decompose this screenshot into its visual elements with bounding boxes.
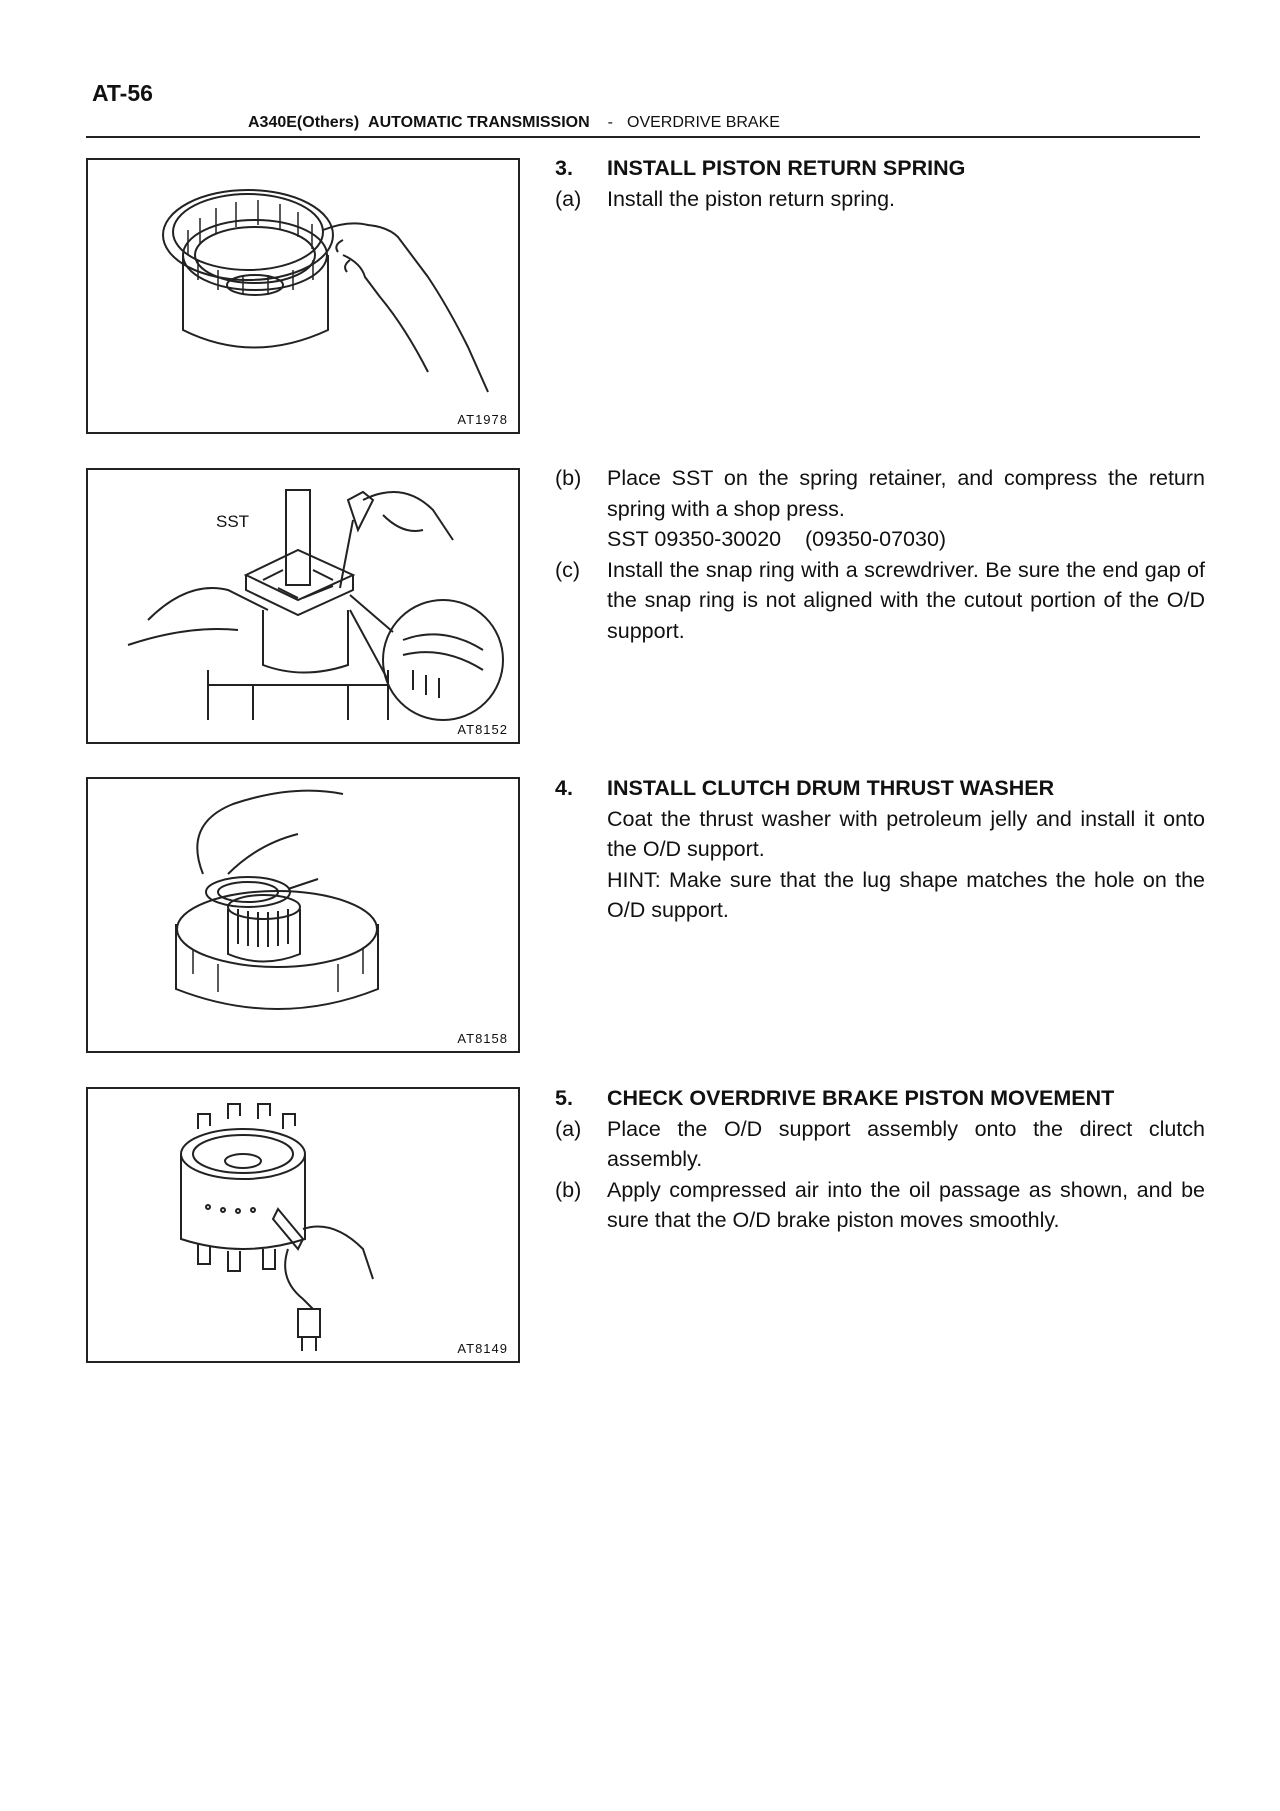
hint-text: HINT: Make sure that the lug shape matches the hole on the O/D support. [607, 867, 1205, 922]
substep-mark: (a) [555, 1116, 582, 1141]
substep-mark: (b) [555, 466, 582, 490]
illustration-thrust-washer [88, 779, 518, 1051]
substep-text: Place the O/D support assembly onto the direct clutch assembly. [607, 1116, 1205, 1171]
header-subsection: OVERDRIVE BRAKE [627, 114, 780, 131]
figure-piston-return-spring [86, 158, 520, 434]
header-separator: - [607, 114, 613, 131]
page-number: AT-56 [92, 80, 153, 106]
step-number: 3. [555, 156, 573, 180]
step-3-block [555, 153, 1205, 214]
header-section: AUTOMATIC TRANSMISSION [368, 114, 590, 131]
sst-label: SST [216, 512, 250, 531]
header-model: A340E(Others) [248, 114, 360, 131]
running-header [248, 114, 780, 132]
substep-text: Install the snap ring with a screwdriver. Be sure the end gap of the snap ring is not aligned with the cutout portion of the O/D support. [607, 557, 1205, 643]
step-number: 4. [555, 776, 573, 800]
sst-number: SST 09350-30020 (09350-07030) [607, 527, 947, 551]
step-number: 5. [555, 1086, 573, 1110]
illustration-air-check [88, 1089, 518, 1361]
step-text: Coat the thrust washer with petroleum jelly and install it onto the O/D support. [607, 806, 1205, 861]
illustration-shop-press [88, 470, 518, 742]
substep-mark: (b) [555, 1177, 582, 1202]
figure-code: AT8158 [457, 1031, 508, 1046]
figure-piston-movement [86, 1087, 520, 1363]
step-title: INSTALL CLUTCH DRUM THRUST WASHER [607, 776, 1055, 800]
substep-mark: (a) [555, 186, 582, 211]
figure-thrust-washer [86, 777, 520, 1053]
figure-code: AT8149 [457, 1341, 508, 1356]
step-3-continued-block [555, 463, 1205, 646]
figure-code: AT8152 [457, 722, 508, 737]
substep-mark: (c) [555, 557, 581, 582]
substep-text: Place SST on the spring retainer, and compress the return spring with a shop press. [607, 466, 1205, 521]
step-title: INSTALL PISTON RETURN SPRING [607, 156, 966, 180]
step-4-block [555, 773, 1205, 926]
substep-text: Install the piston return spring. [607, 186, 896, 211]
substep-text: Apply compressed air into the oil passage as shown, and be sure that the O/D brake piston moves smoothly. [607, 1177, 1205, 1232]
figure-compress-spring [86, 468, 520, 744]
figure-code: AT1978 [457, 412, 508, 427]
step-5-block [555, 1083, 1205, 1236]
illustration-return-spring [88, 160, 518, 432]
step-title: CHECK OVERDRIVE BRAKE PISTON MOVEMENT [607, 1086, 1115, 1110]
header-rule [86, 136, 1200, 138]
